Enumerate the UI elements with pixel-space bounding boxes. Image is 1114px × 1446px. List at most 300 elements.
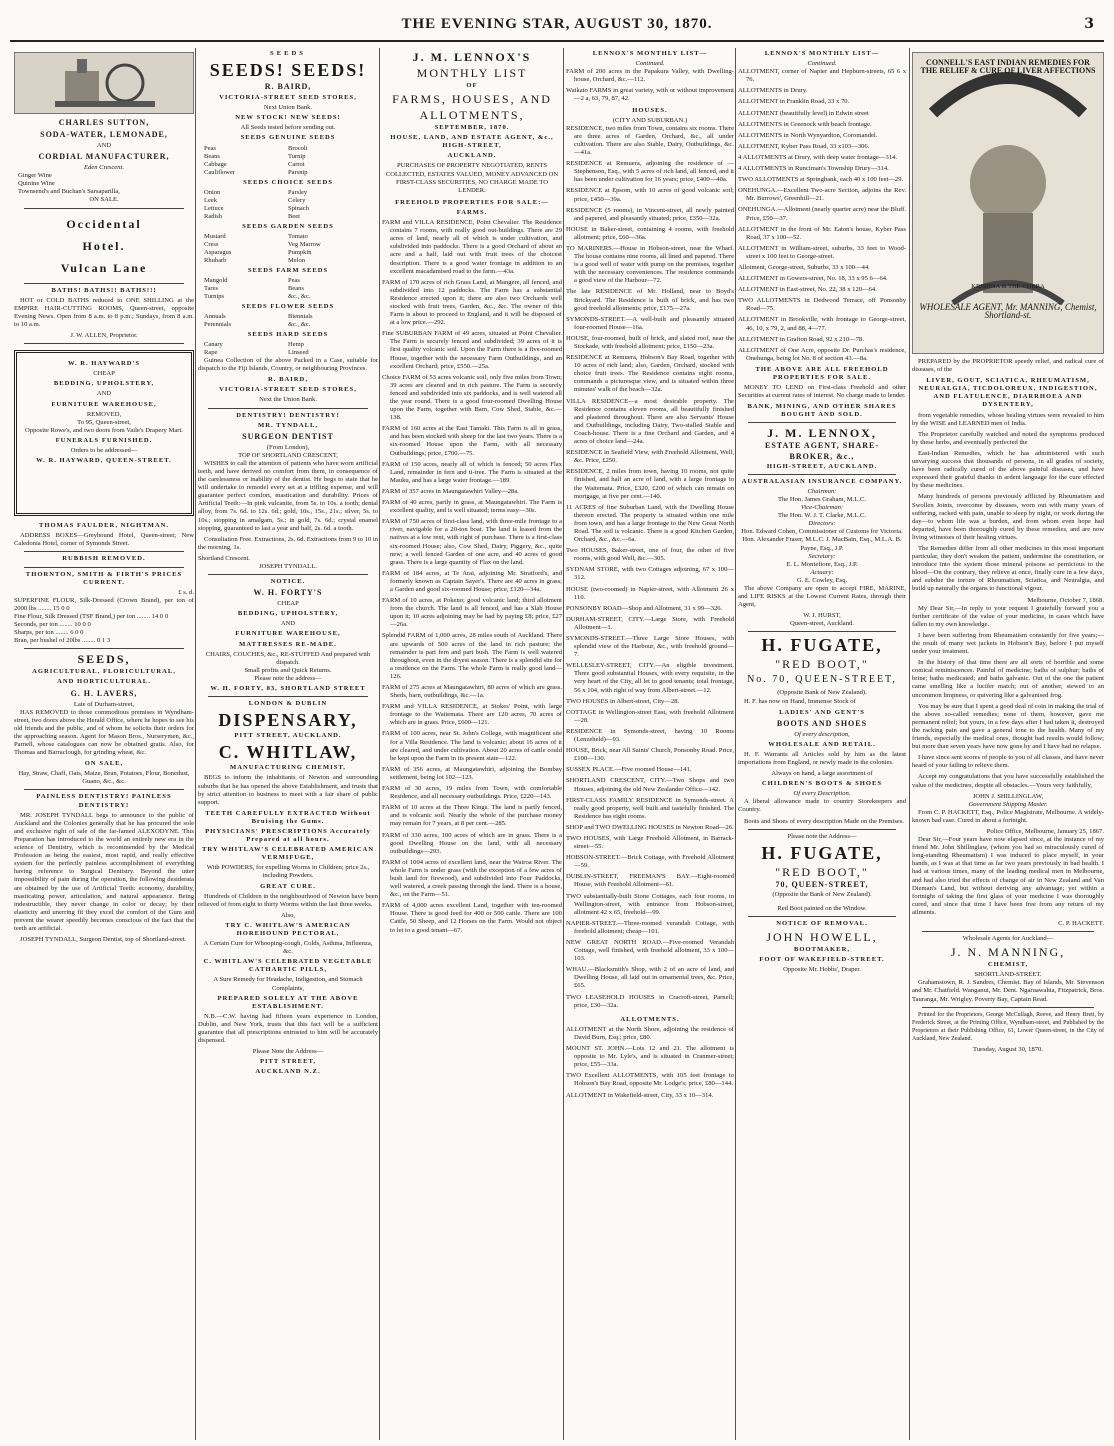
seed-item: Turnips bbox=[204, 292, 224, 300]
listing-item: FARM of 184 acres, at Te Arai, adjoining Mr. Stratford's, and formerly known as Captain Sayer's. There are 40 acres in grass; a Garden and good six-roomed House; price, £120—34a. bbox=[382, 569, 562, 593]
farms-list-cont bbox=[566, 68, 734, 103]
seed-item: Parsley bbox=[288, 188, 308, 196]
connell-body bbox=[912, 431, 1104, 594]
fugate-always: Always on hand, a large assortment of bbox=[771, 770, 873, 778]
listing-item: HOBSON-STREET.—Brick Cottage, with Freehold Allotment—59. bbox=[566, 854, 734, 870]
sutton-name: CHARLES SUTTON, bbox=[58, 118, 150, 127]
listing-item: DURHAM-STREET, CITY.—Large Store, with Freehold Allotment—1. bbox=[566, 615, 734, 631]
forty-name: W. H. FORTY'S bbox=[253, 588, 323, 598]
letter-paragraph: You may be sure that I spent a good deal of coin in making the trial of the above so-called remedies; none of them, however, gave me permanent relief; but yours, in a few days after I had taken it, destroyed the racking pain and gave a general tone to the health. Many of my friends, especially the medical ones, thought bad results would follow; but more than seven years have now gone by and I have had no relapse. bbox=[912, 702, 1104, 751]
listing-item: WHAU.—Blacksmith's Shop, with 2 of an acre of land, and Dwelling House, all laid out in ornamental trees, &c. Price, £65. bbox=[566, 966, 734, 990]
listing-item: HOUSE in Baker-street, containing 4 rooms, with freehold allotment; price, £60—36a. bbox=[566, 225, 734, 241]
sutton-sale: ON SALE. bbox=[89, 196, 119, 204]
lennox-name: J. M. LENNOX, bbox=[767, 426, 877, 441]
hayward-line: CHEAP bbox=[93, 370, 115, 378]
lavers-body: HAS REMOVED to those commodious premises in Wyndham-street, two doors above the Herald Office, where he hopes to see his old friends and the public, and of whom he solicits their orders for the approaching season. Agent for Mason Bros., Nurserymen, &c., Parnell, whose catalogues can now be obtained gratis. Also, for Thomas and Barraclough, for grinding wheat, &c. bbox=[14, 708, 194, 757]
connell-agent: WHOLESALE AGENT, Mr. MANNING, Chemist, Shortland-st. bbox=[919, 302, 1097, 321]
lennox-date: SEPTEMBER, 1870. bbox=[434, 124, 510, 132]
soda-machine-engraving bbox=[14, 52, 194, 114]
column-2 bbox=[198, 48, 378, 1440]
listing-item: FARM of 100 acres, near St. John's College, with magnificent site for a Villa Residence. The land is volcanic; about 16 acres of it are cleared, and under cultivation. About 20 acres of cattle could be kept upon the Farm in its present state—122. bbox=[382, 730, 562, 762]
seed-item: &c., &c. bbox=[288, 320, 311, 328]
whitlaw-teeth: TEETH CAREFULLY EXTRACTED Without Bruising the Gums. bbox=[205, 809, 371, 825]
insurance-label: Vice-Chairman: bbox=[800, 504, 844, 512]
imprint-date: Tuesday, August 30, 1870. bbox=[972, 1046, 1044, 1054]
howell-trade: BOOTMAKER, bbox=[794, 946, 850, 954]
seed-item: Beans bbox=[288, 284, 304, 292]
dispensary-address: PITT STREET, AUCKLAND. bbox=[234, 732, 342, 740]
letter-signature-2: Government Shipping Master. bbox=[968, 800, 1048, 808]
agents-list: Grahamstown, R. J. Sandres, Chemist. Bay of Islands, Mr. Stevenson and Mr. Chatfield. Wanganui, Mr. Dent. Ngaruawahia, Fitzpatrick, Bros. Tauranga, Mr. Wrigley. Poverty Bay, Captain Read. bbox=[912, 979, 1104, 1003]
lavers-heading: SEEDS, bbox=[77, 652, 131, 667]
seeds-list bbox=[198, 277, 378, 301]
whitlaw-cure: GREAT CURE. bbox=[260, 882, 316, 890]
listing-item: DUBLIN-STREET, FREEMAN'S BAY.—Eight-roomed House, with Freehold Allotment—61. bbox=[566, 873, 734, 889]
seed-item: &c., &c. bbox=[288, 292, 311, 300]
listing-item: Choice FARM of 53 acres volcanic soil, only five miles from Town; 39 acres are cleared and in rich pasture. The Farm is securely fenced and subdivided into six paddocks, and is well watered all the year round. There is a good four-roomed Dwelling House upon the Farm, together with Barn, Cow Shed, Stable, &c.—138. bbox=[382, 373, 562, 422]
listing-item: TWO ALLOTMENTS at Springbank, each 40 x 100 feet—29. bbox=[738, 176, 904, 184]
lennox-services: PURCHASES OF PROPERTY NEGOTIATED, RENTS COLLECTED, ESTATES VALUED, MONEY ADVANCED ON FIRST-CLASS SECURITIES, NO CHARGE MADE TO LENDER. bbox=[385, 162, 559, 194]
masthead-rule bbox=[10, 40, 1104, 42]
tyndall-name: MR. TYNDALL, bbox=[257, 421, 319, 429]
whitlaw-cure-body: Hundreds of Children in the neighbourhood of Newton have been relieved of from eight to thirty Worms within the last three weeks. bbox=[198, 892, 378, 908]
seeds-small-heading: SEEDS bbox=[270, 50, 306, 57]
baird-next: Next Union Bank. bbox=[263, 104, 313, 112]
insurance-chair: The Hon. James Graham, M.L.C. bbox=[777, 495, 867, 503]
lennox-title-2: BROKER, &c., bbox=[789, 451, 855, 461]
tyndall-from: (From London), bbox=[266, 443, 310, 451]
lavers-name: G. H. LAVERS, bbox=[70, 688, 138, 698]
sutton-address: Eden Crescent. bbox=[83, 164, 125, 172]
listing-item: ALLOTMENT, Kyber Pass Road, 33 x103—306. bbox=[738, 142, 870, 150]
listing-item: FARM of 4,000 acres excellent Land, together with ten-roomed House. There is good feed for 400 or 500 cattle. There are 100 Cattle, 50 Sheep, and 12 Horses on the Farm. Would not object to let to a good tenant—67. bbox=[382, 902, 562, 934]
fugate-address-2: 70, QUEEN-STREET, bbox=[775, 879, 869, 889]
seed-item: Tomato bbox=[288, 232, 308, 240]
seeds-category: SEEDS GARDEN SEEDS bbox=[242, 222, 334, 230]
listing-item: RESIDENCE at Remuera, Hobson's Bay Road, together with 10 acres of rich land; also, Garden, Orchard, stocked with choice fruit trees. The Residence contains eight rooms, commands a picturesque view, and is situated within three minutes' walk of the beach—32a. bbox=[566, 354, 734, 394]
seed-item: Canary bbox=[204, 341, 223, 349]
hayward-line: To 95, Queen-street, bbox=[77, 418, 131, 426]
listing-item: RESIDENCE at Remuera, adjoining the residence of — Stephenson, Esq., with 5 acres of rich land, all fenced, and it has been under cultivation for 16 years; price, £400—40a. bbox=[566, 160, 734, 184]
price-row: Fine Flour, Silk Dressed (TSF Brand,) per ton ........ 14 0 0 bbox=[14, 612, 169, 620]
whitlaw-prescriptions: PHYSICIANS' PRESCRIPTIONS Accurately Prepared at all hours. bbox=[205, 827, 371, 844]
listing-item: FARM of 275 acres at Maungatawhiri, 80 acres of which are grass. Sheds, barn, outbuildings, &c.—1a. bbox=[382, 684, 562, 700]
agents-heading: Wholesale Agents for Auckland— bbox=[962, 935, 1054, 943]
seeds-list bbox=[198, 189, 378, 221]
listing-item: TWO HOUSES, with Large Freehold Allotment, in Barrack-street—55. bbox=[566, 834, 734, 851]
connell-remedies-engraving bbox=[912, 52, 1104, 354]
connell-caption: CONNELL'S EAST INDIAN REMEDIES FOR THE RELIEF & CURE OF LIVER AFFECTIONS bbox=[920, 58, 1096, 76]
tyndall-signature: JOSEPH TYNDALL. bbox=[259, 563, 317, 570]
baths-body: HOT or COLD BATHS reduced to ONE SHILLING at the EMPIRE HAIR-CUTTING ROOMS, Queen-street, opposite Evening News. Open from 8 a.m. to 8 p.m.; Sundays, from 8 a.m. to 10 a.m. bbox=[14, 296, 194, 328]
whitlaw-auckland: AUCKLAND N.Z. bbox=[255, 1068, 321, 1076]
seed-item: Peas bbox=[288, 276, 300, 284]
newspaper-title: THE EVENING STAR, AUGUST 30, 1870. bbox=[401, 16, 713, 32]
listing-item: FARM of 357 acres in Maungatawhiri Valley—28a. bbox=[382, 487, 519, 495]
hayward-line: FUNERALS FURNISHED. bbox=[55, 436, 153, 444]
seeds-list bbox=[198, 233, 378, 265]
insurance-directors: Hon. Edward Cohen, Commissioner of Customs for Victoria. Hon. Alexander Fraser, M.L.C. J. MacBain, Esq., M.L.A. B. Payne, Esq., J.P. bbox=[741, 528, 903, 552]
insurance-secretary: E. L. Montefiore, Esq., J.P. bbox=[786, 560, 858, 568]
whitlaw-prepared: PREPARED SOLELY AT THE ABOVE ESTABLISHMENT. bbox=[217, 994, 359, 1010]
listing-item: FARM of 40 acres, partly in grass, at Maungatawhiri. The Farm is excellent quality, and is well situated; terms easy—30s. bbox=[382, 499, 562, 515]
sutton-trade: SODA-WATER, LEMONADE, bbox=[40, 130, 168, 139]
forty-line: Small profits and Quick Returns. bbox=[244, 666, 332, 674]
listing-item: Splendid FARM of 1,000 acres, 28 miles south of Auckland. There are upwards of 500 acres of the land in rich pasture; the remainder is part fern and part bush. The Farm is well watered throughout, even in the dryest season. There is a splendid site for a residence on the Farm. The whole Farm is really good land—126. bbox=[382, 632, 562, 680]
column-divider bbox=[735, 48, 736, 1440]
listing-item: ALLOTMENT in East-street, No. 22, 38 x 120—64. bbox=[738, 286, 877, 294]
baird-name: R. BAIRD, bbox=[264, 82, 312, 92]
seeds-list bbox=[198, 145, 378, 177]
imprint: Printed for the Proprietors, George McCullagh, Reeve, and Henry Brett, by Frederick Street, at the Printing Office, Wyndham-street, and Published by the Proprietors at their Publishing Office, 61, Lower Queen-street, in the City of Auckland, New Zealand. bbox=[912, 1011, 1104, 1042]
seed-item: Cress bbox=[204, 240, 219, 248]
rubbish-heading: RUBBISH REMOVED. bbox=[62, 555, 146, 563]
seeds-category: SEEDS CHOICE SEEDS bbox=[243, 178, 333, 186]
letter-signature: JOHN J. SHILLINGLAW, bbox=[972, 792, 1044, 800]
seed-item: Celery bbox=[288, 196, 306, 204]
howell-name: JOHN HOWELL, bbox=[766, 930, 878, 945]
seed-item: Hemp bbox=[288, 341, 304, 349]
hayward-advert bbox=[14, 350, 194, 516]
listing-item: FARM of 750 acres of first-class land, with three-mile frontage to a river, navigable for a 20-ton boat. The land is leased from the natives at a low rent, with right of purchase. There is a first-class six-roomed House; also, Cow Shed, Dairy, Piggery, &c., quite new; a well fenced Garden of one acre, and 40 acres of good grass. There is a large quantity of Flax on the land. bbox=[382, 518, 562, 566]
listing-item: ONEHUNGA.—Excellent Two-acre Section, adjoins the Rev. Mr. Burrows', Greenhill—21. bbox=[738, 187, 906, 203]
seed-item: Radish bbox=[204, 212, 223, 220]
listing-item: ALLOTMENT (beautifully level) in Edwin street bbox=[738, 109, 869, 117]
column-1 bbox=[14, 48, 194, 1440]
insurance-label: Chairman: bbox=[807, 487, 837, 495]
fugate-made: Boots and Shoes of every description Made on the Premises. bbox=[744, 817, 905, 825]
forty-line: Please note the address— bbox=[254, 674, 322, 682]
letter-paragraph: In the history of that time there are all sorts of horrible and some comical reminiscences. Painful of medicine; baths of sulphur; baths of brine; baths medicated; and baths galvanic. Out of the one the patient came smelling like a lucifer match; out of another, stewed to an uncommon limpness, or quivering like a galvanised frog. bbox=[912, 659, 1104, 699]
listing-item: TWO substantially-built Stone Cottages, each four rooms, in Wellington-street, with entrance from Hobson-street, allotment 42 x 65, freehold—99. bbox=[566, 892, 734, 916]
listing-item: ONEHUNGA.—Allotment (nearly quarter acre) near the Bluff. Price, £50—37. bbox=[738, 206, 906, 222]
price-row: Sharps, per ton ........ 6 0 0 bbox=[14, 629, 84, 637]
seed-item: Annuals bbox=[204, 312, 226, 320]
seed-item: Tares bbox=[204, 284, 218, 292]
lavers-late: Late of Durham-street, bbox=[73, 700, 135, 708]
listing-item: RESIDENCE in Seafield View, with Freehold Allotment, Well, &c. Price, £250. bbox=[566, 449, 734, 465]
fugate-every: Of every Description. bbox=[793, 790, 851, 798]
hayward-line: FURNITURE WAREHOUSE, bbox=[51, 400, 157, 408]
fugate-name-2: H. FUGATE, bbox=[761, 842, 883, 863]
houses-subheading: (CITY AND SUBURBAN.) bbox=[612, 116, 688, 124]
seed-item: Mustard bbox=[204, 232, 226, 240]
seed-item: Spinach bbox=[288, 204, 309, 212]
houses-list bbox=[566, 125, 734, 1010]
listing-item: ALLOTMENT in the front of Mr. Eaton's house, Kyber Pass Road, 37 x 100—52. bbox=[738, 225, 906, 241]
fugate-red-boot: "RED BOOT," bbox=[775, 657, 869, 672]
listing-item: HOUSE, Brick, near All Saints' Church, Ponsonby Road. Price, £100—130. bbox=[566, 747, 734, 763]
seed-item: Carrot bbox=[288, 160, 305, 168]
seeds-category: SEEDS FARM SEEDS bbox=[247, 266, 329, 274]
fugate-painted: Red Boot painted on the Window. bbox=[777, 904, 867, 912]
insurance-body: The above Company are open to accept FIRE, MARINE, and LIFE RISKS at the Lowest Current Rates, through their Agent, bbox=[738, 584, 906, 609]
tyndall-crescent: Shortland Crescent. bbox=[198, 554, 251, 562]
column-4 bbox=[566, 48, 734, 1440]
baird-signature: Next the Union Bank. bbox=[259, 396, 317, 404]
faulder-heading: THOMAS FAULDER, NIGHTMAN. bbox=[38, 522, 169, 530]
seed-item: Pumpkin bbox=[288, 248, 312, 256]
hackett-body: Dear Sir,—Four years have now elapsed since, at the instance of my friend Mr. John Shillinglaw, (whom you had so miraculously cured of long-standing Rheumatism) I was induced to place myself, in your hands, as I was at that time as far two years previously in bad health. I had at various times, many of the leading medical men in Melbourne, and had also tried the effects of change of air in New Zealand and Van Dieman's Land, but without deriving any advantage; yet within a fortnight of taking the first glass of your medicine I was thoroughly cured, and since that time I have been free from any return of my ailments. bbox=[912, 836, 1104, 916]
fugate-line: LADIES' AND GENT'S bbox=[779, 708, 865, 716]
fugate-name: H. FUGATE, bbox=[761, 635, 883, 656]
listing-item: NAPIER-STREET.—Three-roomed verandah Cottage, with freehold allotment; cheap—101. bbox=[566, 919, 734, 935]
whitlaw-body: BEGS to inform the inhabitants of Newton and surrounding suburbs that he has opened the above Establishment, and trusts that by strict attention to business to meet with a fair share of public support. bbox=[198, 774, 378, 806]
hotel-name-1: Occidental bbox=[66, 216, 142, 231]
seed-item: Cabbage bbox=[204, 160, 227, 168]
hayward-line: Orders to be addressed— bbox=[70, 446, 138, 454]
seeds-category: SEEDS GENUINE SEEDS bbox=[240, 134, 336, 142]
tyndall-title: SURGEON DENTIST bbox=[242, 431, 334, 441]
dispensary-heading-1: LONDON & DUBLIN bbox=[248, 700, 328, 708]
listing-item: RESIDENCE in Symonds-street, having 10 Rooms (Lenzeheld)—93. bbox=[566, 727, 734, 744]
manning-address: SHORTLAND-STREET. bbox=[974, 971, 1042, 979]
connell-paragraph: The Remedies differ from all other medicines in this most important particular, they don't weaken the patient, undermine the constitution, or introduce into the system those mineral poisons so pernicious to the blood—On the contrary, they relieve at once, finally cure in a few days, and subdue the torture of Rheumatism, Sciatica, and Neuralgia, and build up naturally the organs to functional vigour. bbox=[912, 544, 1104, 593]
column-divider bbox=[563, 48, 564, 1440]
listing-item: SUSSEX PLACE.—Five roomed House—141. bbox=[566, 766, 692, 774]
lennox-subheading: FARMS, HOUSES, AND bbox=[392, 92, 552, 107]
listing-item: ALLOTMENT, corner of Napier and Hepburn-streets, 65 6 x 76. bbox=[738, 68, 906, 84]
listing-item: 4 ALLOTMENTS in Runciman's Township Drury—314. bbox=[738, 165, 889, 173]
lavers-items: Hay, Straw, Chaff, Oats, Maize, Bran, Potatoes, Flour, Bonedust, Guano, &c., &c. bbox=[18, 770, 190, 786]
fugate-opposite: (Opposite Bank of New Zealand). bbox=[777, 689, 867, 697]
painless-heading: PAINLESS DENTISTRY! PAINLESS DENTISTRY! bbox=[36, 793, 172, 809]
listing-item: TWO Excellent ALLOTMENTS, with 105 feet frontage to Hobson's Bay Road, opposite Mr. Lodge's; price, £80—144. bbox=[566, 1072, 734, 1088]
lennox-subheading: MONTHLY LIST bbox=[416, 66, 528, 80]
whitlaw-pectoral: TRY C. WHITLAW'S AMERICAN HOREHOUND PECTORAL, bbox=[225, 921, 351, 937]
listing-item: RESIDENCE (5 rooms), in Vincent-street, all newly painted and papered, and pleasantly situated; price, £350—32a. bbox=[566, 206, 734, 222]
listing-item: FARM and VILLA RESIDENCE, Point Chevalier. The Residence contains 7 rooms, with really good out-buildings. There are 29 acres of land, nearly all of which is under cultivation, and subdivided into paddocks. There is a good Orchard of about an acre and a half, laid out with fruit trees of the choicest description. There is a good water frontage in addition to an excellent macadamised road to the farm.—43a. bbox=[382, 219, 562, 275]
listing-item: FARM of 1004 acres of excellent land, near the Wairoa River. The whole Farm is under grass (with the exception of a few acres of bush land for firewood), and subdivided into Four Paddocks, well watered, a creek passing through the land. There is a house, &c., on the Farm—51. bbox=[382, 858, 562, 899]
listing-item: ALLOTMENT in Franklin Road, 33 x 70. bbox=[738, 98, 850, 106]
letter-paragraph: Accept my congratulations that you have successfully established the value of the medicines, despite all obstacles.—Yours very faithfully, bbox=[912, 773, 1104, 789]
column-6 bbox=[912, 48, 1104, 1440]
sutton-items: Ginger Wine Quinine Wine Townsend's and Buchan's Sarsaparilla, bbox=[18, 172, 120, 196]
listing-item: ALLOTMENT of One Acre, opposite Dr. Purchas's residence, Onehunga, being lot No. 8 of section 43.—8a. bbox=[738, 346, 906, 362]
letter-place: Melbourne, October 7, 1868. bbox=[1027, 596, 1104, 604]
seed-item: Beet bbox=[288, 212, 300, 220]
whitlaw-pills-2: A Sure Remedy for Headache, Indigestion, and Stomach Complaints, bbox=[213, 976, 363, 992]
list-continued: Continued. bbox=[807, 60, 837, 68]
listing-item: TWO HOUSES in Albert-street, City—28. bbox=[566, 697, 680, 705]
seed-item: Onion bbox=[204, 188, 221, 196]
listing-item: ALLOTMENT in Gowers-street, No. 18, 33 x 95 6—64. bbox=[738, 275, 888, 283]
money-to-lend: MONEY TO LEND on First-class Freehold and other Securities at current rates of interest. No charge made to lender. bbox=[738, 384, 906, 400]
fugate-line: BOOTS AND SHOES bbox=[776, 718, 868, 728]
lennox-heading: J. M. LENNOX'S bbox=[412, 50, 532, 64]
seeds-category: SEEDS FLOWER SEEDS bbox=[241, 302, 335, 310]
seed-item: Linseed bbox=[288, 349, 309, 357]
prices-list bbox=[14, 597, 194, 646]
fugate-line: Of every description, bbox=[794, 730, 850, 738]
listing-item: Allotment, George-street, Suburbs, 33 x 100—44. bbox=[738, 263, 870, 271]
lavers-subheading: AGRICULTURAL, FLORICULTURAL, bbox=[32, 668, 176, 676]
hayward-line: REMOVED, bbox=[86, 410, 122, 418]
listing-item: FARM of 30 acres, 19 miles from Town, with comfortable Residence, and all necessary outbuildings. Price, £220—143. bbox=[382, 785, 562, 801]
whitlaw-vermifuge: TRY WHITLAW'S CELEBRATED AMERICAN VERMIFUGE, bbox=[201, 846, 375, 862]
listing-item: RESIDENCE, two miles from Town, contains six rooms. There are three acres of Garden, Orchard, &c., all under cultivation. There are also Stable, Dairy, Outbuildings, &c.—41a. bbox=[566, 124, 734, 157]
insurance-vice: The Hon. W. J. T. Clarke, M.L.C. bbox=[777, 512, 867, 520]
listing-item: PONSONBY ROAD—Shop and Allotment, 31 x 99—326. bbox=[566, 604, 723, 612]
manning-title: CHEMIST, bbox=[987, 961, 1029, 969]
fugate-children: CHILDREN'S BOOTS & SHOES bbox=[761, 780, 883, 788]
listing-item: SYMONDS-STREET.—Three Large Store Houses, with splendid view of the Harbour, &c., with freehold ground—7. bbox=[566, 635, 734, 659]
page-number: 3 bbox=[1084, 16, 1094, 32]
list-heading: LENNOX'S MONTHLY LIST— bbox=[764, 50, 880, 57]
painless-body: MR. JOSEPH TYNDALL begs to announce to the public of Auckland and the Colonies generally that he has procured the sole and exclusive right of sale of the far-famed ALEXODYNE. This Preparation has introduced to the world an entirely new era in the science of Dentistry, which is recommended by the Medical Profession as being the easiest, most rapid, and really effective system for the perfectly painless accomplishment of everything having reference to Surgical Dentistry. Beyond the utter impossibility of pain during the operation, the following desiderata are obtained by the use of Artificial Teeth: economy, durability, masticating power, articulation, and natural appearance. Being indestructible, they never change in color or decay; by their elasticity and unerring fit they excel the comfort of the Gum and prevent the wearer speedily becomes conscious of the fact that the teeth are artificial. bbox=[14, 811, 194, 932]
connell-paragraph: East-Indian Remedies, which he has administered with such unvarying success that thousands of persons, in all grades of society, have been radically cured of the above painful diseases, and have expressed their grateful thanks in ardent language for the cure effected by these medicines. bbox=[912, 449, 1104, 490]
forty-line: FURNITURE WAREHOUSE, bbox=[235, 630, 341, 638]
seed-item: Lettuce bbox=[204, 204, 224, 212]
farms-heading: FARMS. bbox=[456, 208, 488, 216]
listing-item: SHORTLAND CRESCENT, CITY.—Two Shops and two Houses, adjoining the old New Zealander Office—142. bbox=[566, 777, 734, 793]
seeds-guinea: Guinea Collection of the above Packed in a Case, suitable for dispatch to the Fiji Islands, Country, or neighbouring Provinces. bbox=[198, 357, 378, 373]
insurance-label: Secretary: bbox=[808, 552, 836, 560]
whitlaw-pills: C. WHITLAW'S CELEBRATED VEGETABLE CATHARTIC PILLS, bbox=[203, 958, 373, 974]
listing-item: MOUNT ST. JOHN.—Lots 12 and 21. The allotment is opposite to Mr. Lyle's, and is situated in Cranmer-street; price, £55—33a. bbox=[566, 1045, 734, 1069]
hackett-place: Police Office, Melbourne, January 25, 1867. bbox=[986, 827, 1104, 835]
hotel-address: Vulcan Lane bbox=[60, 260, 148, 275]
tyndall-body: WISHES to call the attention of patients who have worn artificial teeth, and have derived no comfort from them, in consequence of the carelessness or inability of the dentist. He begs to state that he will undertake to remodel every set at a trifling expense, and will guarantee perfect comfort, mastication and durability. Prices of Artificial Teeth:—In pink vulcanite, from 5s. to 10s. a tooth; dental alloy, from 7s. 6d. to 12s. 6d.; gold, 10s., 15s., 21s.; silver, 5s. to 10s.; stopping in amalgam, 5s.; in gold, 7s. 6d.; crystal enamel stopping, guaranteed to last a year and half, 2s. 6d. a tooth. bbox=[198, 459, 378, 532]
dentistry-heading: DENTISTRY! DENTISTRY! bbox=[236, 411, 340, 419]
forty-line: CHAIRS, COUCHES, &c., RE-STUFFED And prepared with dispatch. bbox=[205, 650, 371, 666]
listing-item: WELLESLEY-STREET, CITY.—An eligible investment. Three good substantial Houses, with every requisite, in the very heart of the City, all let to good tenants; total frontage, 56 x 104, with right of way from Albert-street.—12. bbox=[566, 662, 734, 694]
listing-item: ALLOTMENT in William-street, suburbs, 33 feet to Wood-street x 100 feet to George-street. bbox=[738, 244, 906, 260]
hayward-line: Opposite Rowe's, and two doors from Vaile's Drapery Mart. bbox=[25, 426, 183, 434]
allotments-list-cont bbox=[738, 68, 906, 363]
fugate-body: H. F. has now on Hand, Immense Stock of bbox=[744, 697, 856, 705]
hayward-line: BEDDING, UPHOLSTERY, bbox=[53, 380, 155, 388]
seeds-list bbox=[198, 313, 378, 329]
farms-list bbox=[382, 219, 562, 935]
fugate-opposite-2: (Opposite the Bank of New Zealand). bbox=[772, 890, 872, 898]
column-divider bbox=[379, 48, 380, 1440]
hayward-line: AND bbox=[96, 390, 112, 398]
list-continued: Continued. bbox=[635, 60, 665, 68]
column-3 bbox=[382, 48, 562, 1440]
lennox-of: OF bbox=[466, 82, 478, 89]
insurance-label: Actuary: bbox=[810, 568, 834, 576]
listing-item: HOUSE, four-roomed, built of brick, and slated roof, near the Stockade, with freehold allotment; price, £150—23a. bbox=[566, 334, 734, 350]
manning-name: J. N. MANNING, bbox=[950, 945, 1066, 960]
allotments-list bbox=[566, 1026, 734, 1100]
seed-item: Mangold bbox=[204, 276, 228, 284]
listing-item: FARM of 160 acres at the East Tamaki. This Farm is all in grass, and has been stocked with sheep for the last two years. There is a six-roomed House upon the Farm, with all necessary Outbuildings; price, £700.—75. bbox=[382, 425, 562, 457]
fugate-line: WHOLESALE AND RETAIL. bbox=[768, 740, 876, 748]
listing-item: NEW GREAT NORTH ROAD.—Five-roomed Verandah Cottage, well finished, with freehold allotment, 33 x 100—103. bbox=[566, 939, 734, 963]
listing-item: VILLA RESIDENCE—a most desirable property. The Residence contains eleven rooms, all beautifully finished and plastered throughout. There are also Servants' House and Outbuildings, including Dairy, Two-stalled Stable and Coach-house. There is a fine Orchard and Garden, and 4 acres of choice land—24a. bbox=[566, 397, 734, 446]
freehold-note: THE ABOVE ARE ALL FREEHOLD PROPERTIES FOR SALE. bbox=[755, 365, 889, 381]
bank-shares: BANK, MINING, AND OTHER SHARES BOUGHT AND SOLD. bbox=[747, 403, 897, 419]
insurance-actuary: G. E. Cowley, Esq. bbox=[796, 576, 848, 584]
forty-line: BEDDING, UPHOLSTERY, bbox=[237, 610, 339, 618]
lennox-agent: HOUSE, LAND, AND ESTATE AGENT, &c., HIGH-STREET, bbox=[390, 134, 554, 150]
baird-signature: R. BAIRD, bbox=[268, 376, 308, 384]
listing-item: 11 ACRES of fine Suburban Land, with the Dwelling House thereon erected. The property is situated within one mile from town, and has a large frontage to the New Great North Road. The soil is volcanic. There is a good Kitchen Garden, Orchard, &c., &c.—6a. bbox=[566, 503, 734, 544]
prices-unit: £ s. d. bbox=[178, 588, 194, 596]
seeds-new-stock: NEW STOCK! NEW SEEDS! bbox=[235, 114, 341, 122]
lennox-address: HIGH-STREET, AUCKLAND. bbox=[766, 462, 878, 470]
insurance-agent: W. J. HURST, bbox=[803, 612, 841, 620]
listing-item: TO MARINERS.—House in Hobson-street, near the Wharf. The house contains nine rooms, all lined and papered. There is a good well of water with pump on the premises, together with the necessary conveniences. The residence commands a good view of the Harbour—72. bbox=[566, 244, 734, 285]
forty-line: CHEAP bbox=[277, 600, 299, 608]
seed-item: Veg Marrow bbox=[288, 240, 321, 248]
insurance-label: Directors: bbox=[808, 520, 836, 528]
lavers-subheading: AND HORTICULTURAL. bbox=[57, 678, 151, 686]
lavers-onsale: ON SALE, bbox=[84, 760, 124, 768]
listing-item: RESIDENCE, 2 miles from town, having 10 rooms, not quite finished, and half an acre of land, with a large frontage to the Waitemata. Price, £320, £200 of which can remain on mortgage, at five per cent.—140. bbox=[566, 468, 734, 500]
letter-paragraph: My Dear Sir,—In reply to your request I gratefully forward you a further certificate of the value of your medicine, in cases which have fallen to my own knowledge. bbox=[912, 604, 1104, 628]
listing-item: ALLOTMENTS in Drury. bbox=[738, 87, 808, 95]
seed-item: Beans bbox=[204, 152, 220, 160]
prices-heading: THORNTON, SMITH & FIRTH'S PRICES CURRENT. bbox=[25, 570, 183, 586]
baird-signature: VICTORIA-STREET SEED STORES, bbox=[219, 386, 357, 394]
listing-item: ALLOTMENTS in Greenock with beach frontage. bbox=[738, 120, 872, 128]
listing-item: TWO LEASEHOLD HOUSES in Cracroft-street, Parnell; price, £30—32a. bbox=[566, 993, 734, 1009]
listing-item: The late RESIDENCE of Mr. Holland, near to Boyd's Brickyard. The Residence is built of brick, and has two good freehold allotments; price, £175—27a. bbox=[566, 288, 734, 312]
listing-item: 4 ALLOTMENTS at Drury, with deep water frontage—314. bbox=[738, 153, 898, 161]
lennox-agent-city: AUCKLAND. bbox=[447, 152, 497, 160]
price-row: Bran, per bushel of 20lbs ........ 0 1 3 bbox=[14, 637, 111, 645]
letter-paragraph: I have been suffering from Rheumatism constantly for five years;—the result of many wet jackets in Hobson's Bay, before I put myself under your treatment. bbox=[912, 631, 1104, 656]
listing-item: ALLOTMENT at the North Shore, adjoining the residence of David Burn, Esq.; price, £80. bbox=[566, 1025, 734, 1041]
hotel-name-2: Hotel. bbox=[82, 238, 126, 253]
column-divider bbox=[909, 48, 910, 1440]
sutton-and: AND bbox=[96, 142, 112, 149]
insurance-agent-address: Queen-street, Auckland. bbox=[790, 620, 854, 628]
listing-item: FARM of 150 acres, nearly all of which is fenced; 50 acres Flax Land, remainder in fern and ti-tree. The Farm is situated at the Mauku, and has a large water frontage.—189. bbox=[382, 460, 562, 484]
seed-item: Turnip bbox=[288, 152, 306, 160]
connell-vegetable: from vegetable remedies, whose healing virtues were revealed to him by the WISE and LEARNED men of India. bbox=[912, 411, 1104, 427]
forty-line: W. H. FORTY, 83, SHORTLAND STREET bbox=[210, 685, 366, 693]
fugate-warrants: H. F. Warrants all Articles sold by him as the latest importations from England, or newly made in the colonies. bbox=[738, 750, 906, 766]
listing-item: FARM of 330 acres, 100 acres of which are in grass. There is a good Dwelling House on the land, with all necessary outbuildings—293. bbox=[382, 831, 562, 855]
seeds-heading: SEEDS! SEEDS! bbox=[209, 60, 367, 81]
baths-heading: BATHS! BATHS!! BATHS!!! bbox=[51, 286, 157, 294]
listing-item: Two HOUSES, Baker-street, one of four, the other of five rooms, with good Well, &c.—305. bbox=[566, 547, 734, 563]
connell-diseases: LIVER, GOUT, SCIATICA, RHEUMATISM, NEURALGIA, TICDOLOREUX, INDIGESTION, AND FLATULENCE, DIARRHOEA AND DYSENTERY, bbox=[918, 377, 1098, 409]
listing-item: SYMONDS-STREET.—A well-built and pleasantly situated four-roomed House—16a. bbox=[566, 315, 734, 331]
hackett-signature: C. P. HACKETT. bbox=[1058, 920, 1104, 927]
lennox-subheading: ALLOTMENTS, bbox=[419, 108, 525, 123]
forty-line: AND bbox=[280, 620, 296, 628]
seeds-tested: All Seeds tested before sending out. bbox=[240, 124, 336, 132]
seed-item: Asparagus bbox=[204, 248, 232, 256]
seed-item: Biennials bbox=[288, 312, 313, 320]
listing-item: SYDNAM STORE, with two Cottages adjoining, 67 x 100—312. bbox=[566, 566, 734, 582]
listing-item: FARM of 200 acres in the Papakura Valley, with Dwelling-house, Orchard, &c.—112. bbox=[566, 68, 734, 84]
listing-item: FARM and VILLA RESIDENCE, at Stokes' Point, with large frontage to the Waitemata. There are 120 acres, 70 acres of which are in grass. Price, £600—121. bbox=[382, 703, 562, 727]
seed-item: Rape bbox=[204, 349, 218, 357]
seed-item: Perennials bbox=[204, 320, 232, 328]
listing-item: ALLOTMENT in Brookville, with frontage to George-street, 46, 10, x 79, 2, and 88, 4—77. bbox=[738, 316, 906, 332]
faulder-body: ADDRESS BOXES—Greyhound Hotel, Queen-street; New Caledonia Hotel, corner of Symonds Street. bbox=[14, 532, 194, 548]
connell-subcaption: KRISHNA & THE COBRA bbox=[971, 283, 1045, 290]
connell-prepared: PREPARED by the PROPRIETOR speedy relief, and radical cure of diseases, of the bbox=[912, 358, 1104, 374]
listing-item: ALLOTMENT in Grafton Road, 92 x 210—78. bbox=[738, 335, 864, 343]
fugate-liberal: A liberal allowance made to country Storekeepers and Country. bbox=[738, 798, 906, 814]
connell-paragraph: The Proprietor carefully watched and noted the symptoms produced by these herbs, and eventually perfected the bbox=[912, 430, 1104, 446]
listing-item: SHOP and TWO DWELLING HOUSES in Newton Road—26. bbox=[566, 823, 734, 831]
removal-heading: NOTICE OF REMOVAL. bbox=[776, 920, 868, 928]
column-5 bbox=[738, 48, 906, 1440]
listing-item: FARM of 10 acres at the Three Kings. The land is partly fenced, and is volcanic soil. Nearly the whole of the purchase money may remain for 7 years, at 8 per cent.—285. bbox=[382, 804, 562, 828]
listing-item: FIRST-CLASS FAMILY RESIDENCE in Symonds-street. A really good property, well built and tastefully finished. The Residence has eight rooms. bbox=[566, 796, 734, 820]
listing-item: ALLOTMENTS in North Wynyardton, Coromandel. bbox=[738, 131, 878, 139]
shillinglaw-letter bbox=[912, 605, 1104, 790]
tyndall-consult: Consultation Free. Extractions, 2s. 6d. Extractions from 9 to 10 in the morning, 1s. bbox=[198, 535, 378, 551]
forty-line: MATTRESSES RE-MADE. bbox=[239, 640, 337, 648]
